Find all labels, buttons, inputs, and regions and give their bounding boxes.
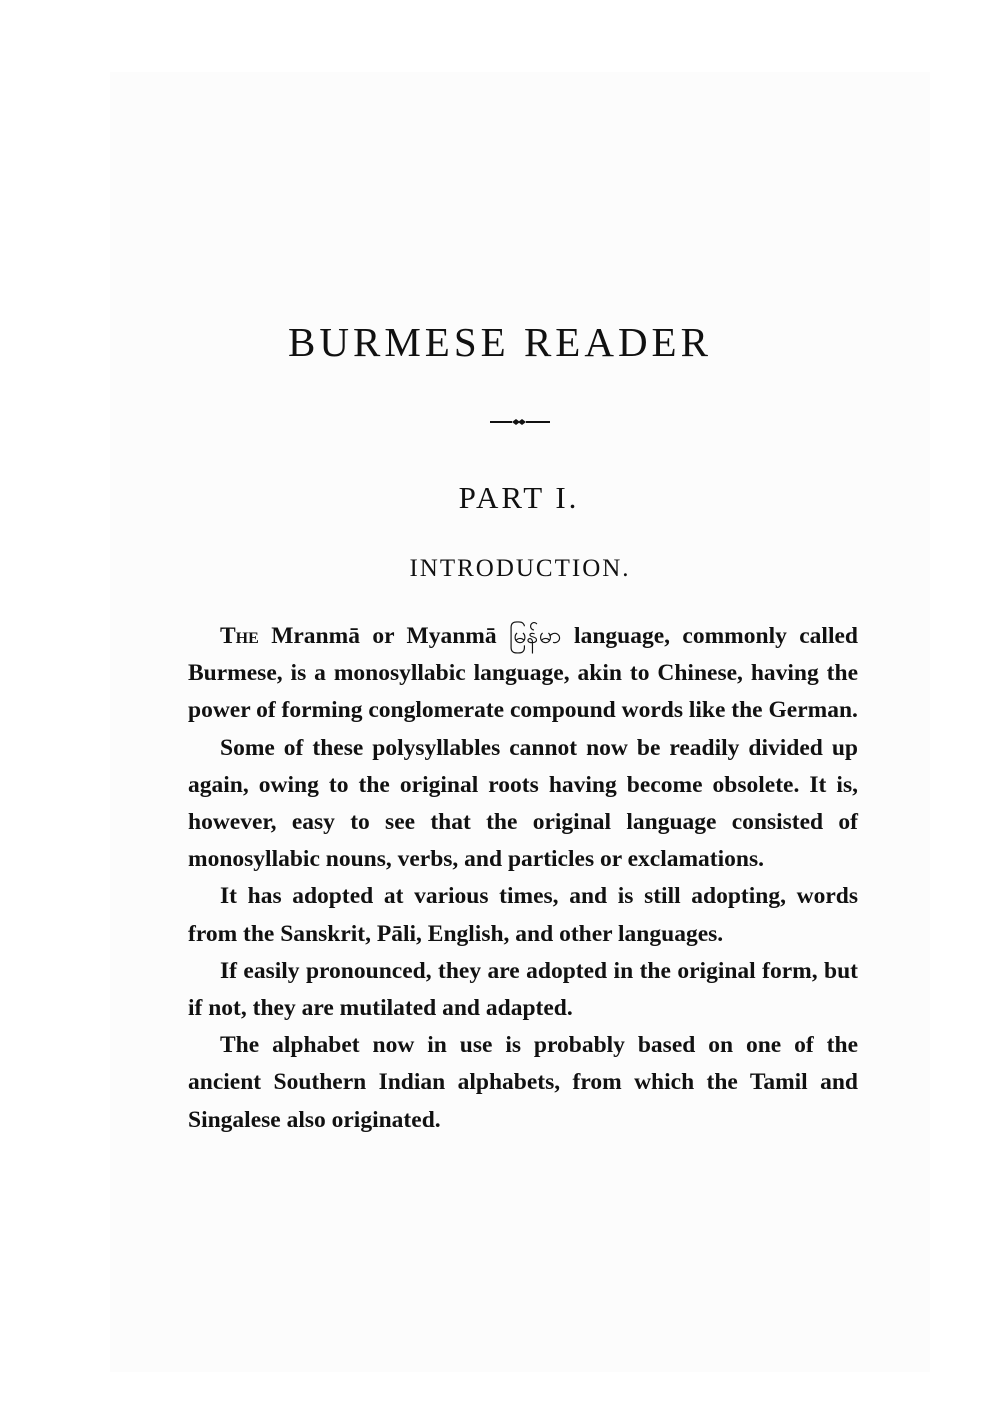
divider-ornament-icon xyxy=(488,418,552,426)
page-title: BURMESE READER xyxy=(288,319,712,365)
paragraph-text: Mranmā or Myanmā xyxy=(258,623,510,649)
paragraph-lead-word: The xyxy=(220,623,259,649)
burmese-word: မြန်မာ xyxy=(509,621,562,649)
paragraph-text: language, commonly called Burmese, is a monosyllabic language, akin to Chinese, having the power of forming conglomerate compound words like the German. xyxy=(188,623,858,724)
paragraph-3: It has adopted at various times, and is still adopting, words from the Sanskrit, Pāli, English, and other languages. xyxy=(188,883,858,947)
body-text xyxy=(188,617,858,1139)
paragraph-4: If easily pronounced, they are adopted in the original form, but if not, they are mutilated and adapted. xyxy=(188,957,858,1022)
paragraph-5: The alphabet now in use is probably based on one of the ancient Southern Indian alphabets, from which the Tamil and Singalese also originated. xyxy=(188,1032,858,1133)
paragraph-2: Some of these polysyllables cannot now be readily divided up again, owing to the original roots having become obsolete. It is, however, easy to see that the original language consisted of monosyllabic nouns, verbs, and particles or exclamations. xyxy=(188,734,858,873)
part-heading: PART I. xyxy=(458,480,580,515)
paragraph-1 xyxy=(188,617,858,730)
section-heading: INTRODUCTION. xyxy=(409,555,631,582)
